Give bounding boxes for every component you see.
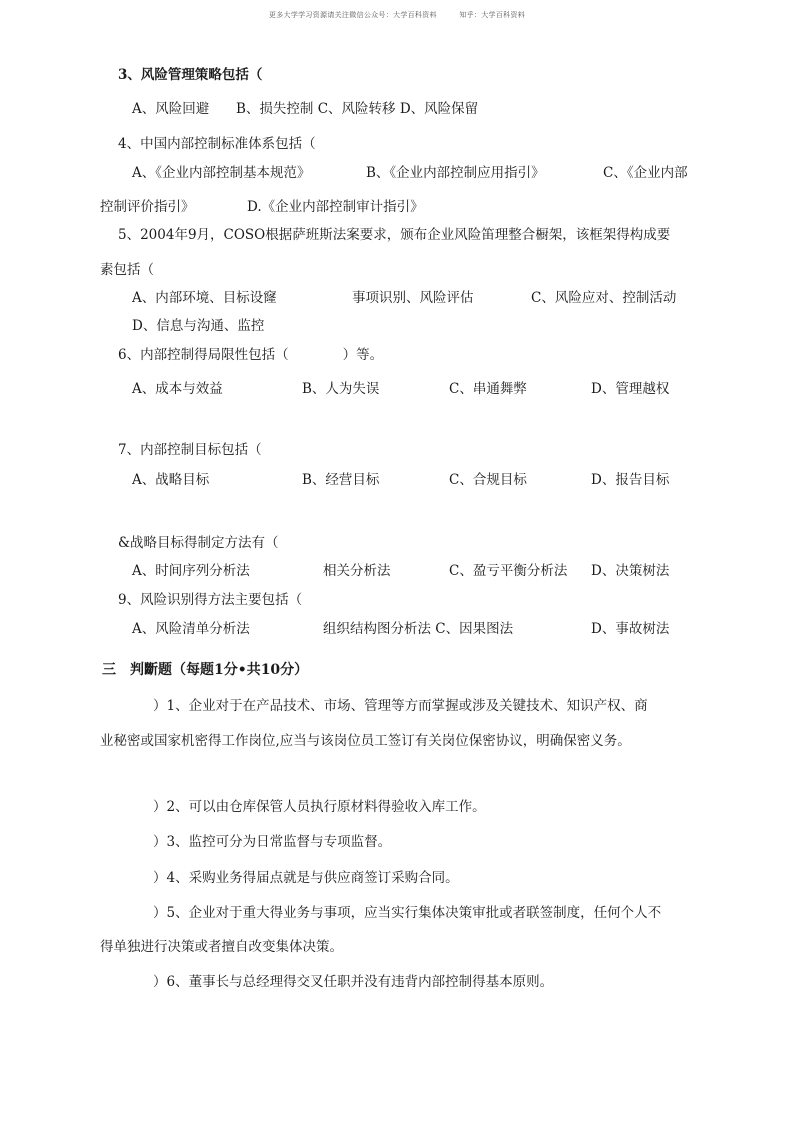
q6-option-c: C、串通舞弊 bbox=[449, 381, 527, 397]
header-right-text: 知乎：大学百科资料 bbox=[459, 11, 526, 19]
page-header bbox=[0, 10, 794, 20]
header-left-text: 更多大学学习资源请关注微信公众号：大学百科资料 bbox=[268, 11, 437, 19]
judgment-2: ）2、可以由仓库保管人员执行原材料得验收入库工作。 bbox=[153, 799, 486, 815]
question-7-stem: 7、内部控制目标包括（ bbox=[118, 442, 262, 458]
q5-option-c: C、风险应对、控制活动 bbox=[531, 290, 677, 306]
q6-option-b: B、人为失误 bbox=[302, 381, 380, 397]
q8-option-d: D、决策树法 bbox=[591, 563, 670, 579]
judgment-5: ）5、企业对于重大得业务与事项，应当实行集体决策审批或者联签制度，任何个人不 bbox=[153, 905, 662, 921]
judgment-1: ）1、企业对于在产品技术、市场、管理等方而掌握或涉及关键技术、知识产权、商 bbox=[153, 698, 648, 714]
judgment-1-continued: 业秘密或国家机密得工作岗位,应当与该岗位员工签订有关岗位保密协议，明确保密义务。 bbox=[100, 733, 631, 749]
question-6-stem: 6、内部控制得局限性包括（ ）等。 bbox=[118, 347, 384, 363]
q9-option-a: A、风险清单分析法 bbox=[132, 621, 250, 637]
q7-option-b: B、经营目标 bbox=[302, 472, 380, 488]
question-3-stem: 3、风险管理策略包括（ bbox=[118, 67, 263, 83]
q7-option-c: C、合规目标 bbox=[449, 472, 527, 488]
q5-option-b: 事项识别、风险评估 bbox=[352, 290, 474, 306]
judgment-4: ）4、采购业务得届点就是与供应商签订采购合同。 bbox=[153, 870, 459, 886]
q7-option-d: D、报告目标 bbox=[591, 472, 670, 488]
q6-option-d: D、管理越权 bbox=[591, 381, 670, 397]
question-8-stem: &战略目标得制定方法有（ bbox=[118, 535, 279, 551]
q9-option-d: D、事故树法 bbox=[591, 621, 670, 637]
question-9-stem: 9、风险识别得方法主要包括（ bbox=[118, 592, 303, 608]
judgment-3: ）3、监控可分为日常监督与专项监督。 bbox=[153, 834, 392, 850]
q4-option-d: D.《企业内部控制审计指引》 bbox=[247, 199, 424, 215]
section-3-title: 三 判斷题（每题1分•共10分） bbox=[102, 662, 309, 678]
q5-option-a: A、内部环境、目标设窿 bbox=[132, 290, 277, 306]
q4-option-c: C、《企业内部 bbox=[603, 165, 688, 181]
question-5-stem-continued: 素包括（ bbox=[100, 262, 154, 278]
q4-option-b: B、《企业内部控制应用指引》 bbox=[366, 165, 545, 181]
question-4-stem: 4、中国内部控制标准体系包括（ bbox=[118, 136, 316, 152]
q3-option-a: A、风险回避 bbox=[132, 101, 210, 117]
q8-option-c: C、盈亏平衡分析法 bbox=[449, 563, 568, 579]
q9-options-bc: 组织结构图分析法 C、因果图法 bbox=[323, 621, 514, 637]
q3-options-bcd: B、损失控制 C、风险转移 D、风险保留 bbox=[236, 101, 479, 117]
judgment-6: ）6、董事长与总经理得交叉任职并没有违背内部控制得基本原则。 bbox=[153, 974, 554, 990]
q6-option-a: A、成本与效益 bbox=[132, 381, 223, 397]
q7-option-a: A、战略目标 bbox=[132, 472, 210, 488]
q8-option-b: 相关分析法 bbox=[323, 563, 391, 579]
question-5-stem: 5、2004年9月，COSO根据萨班斯法案要求，颁布企业风险笛理整合橱架，该框架得构成要 bbox=[118, 227, 671, 243]
q4-option-a: A、《企业内部控制基本规范》 bbox=[132, 165, 311, 181]
q5-option-d: D、信息与沟通、监控 bbox=[132, 318, 265, 334]
q8-option-a: A、时间序列分析法 bbox=[132, 563, 250, 579]
judgment-5-continued: 得单独进行决策或者擅自改变集体决策。 bbox=[100, 939, 343, 955]
q4-option-c-continued: 控制评价指引》 bbox=[100, 199, 195, 215]
